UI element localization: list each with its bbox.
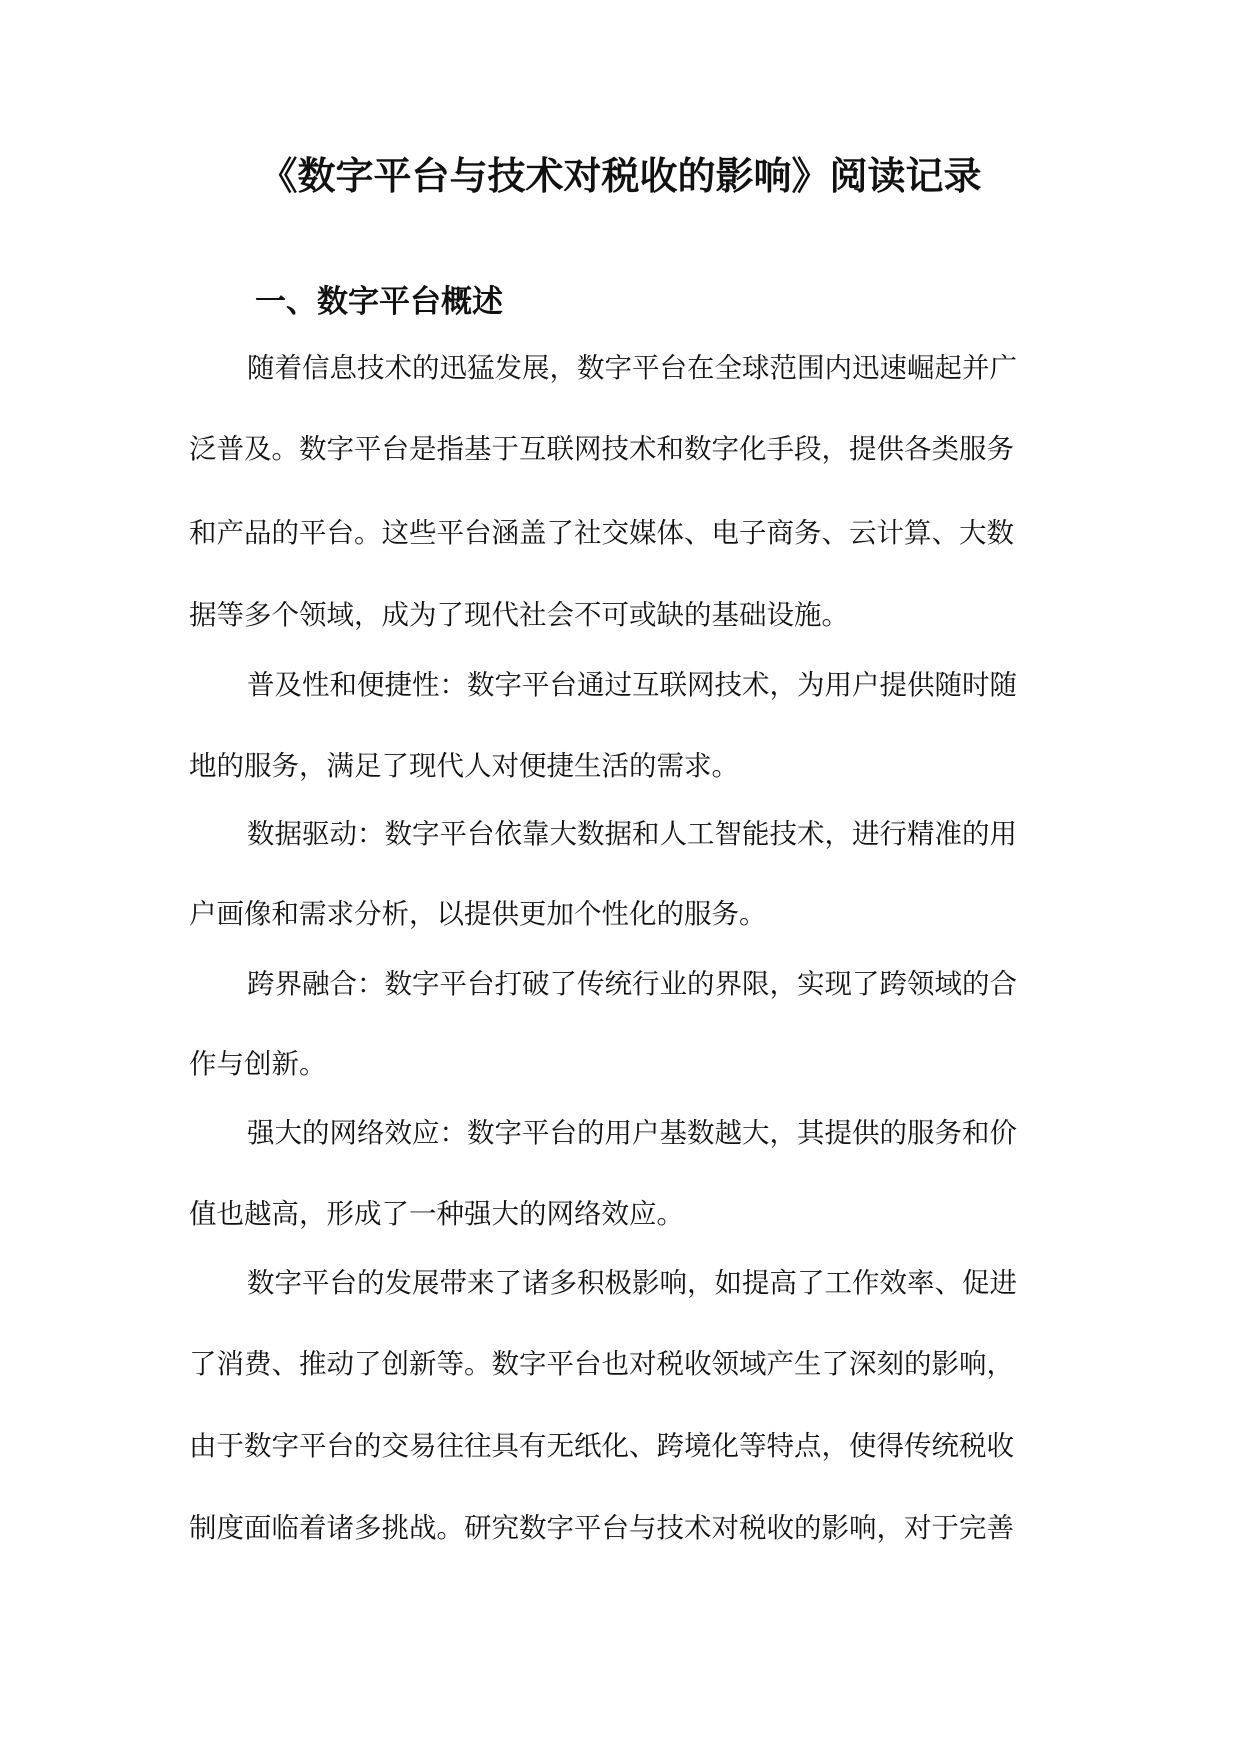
paragraph-line: 户画像和需求分析，以提供更加个性化的服务。 — [189, 898, 767, 930]
document-title: 《数字平台与技术对税收的影响》阅读记录 — [259, 154, 982, 198]
paragraph-line: 跨界融合：数字平台打破了传统行业的界限，实现了跨领域的合 — [247, 968, 1017, 1000]
paragraph-line: 制度面临着诸多挑战。研究数字平台与技术对税收的影响，对于完善 — [189, 1512, 1014, 1544]
paragraph-line: 值也越高，形成了一种强大的网络效应。 — [189, 1198, 684, 1230]
paragraph-line: 和产品的平台。这些平台涵盖了社交媒体、电子商务、云计算、大数 — [189, 517, 1014, 549]
paragraph-line: 数字平台的发展带来了诸多积极影响，如提高了工作效率、促进 — [247, 1267, 1017, 1299]
paragraph-line: 了消费、推动了创新等。数字平台也对税收领域产生了深刻的影响， — [189, 1348, 1014, 1380]
paragraph-line: 随着信息技术的迅猛发展，数字平台在全球范围内迅速崛起并广 — [247, 352, 1017, 384]
paragraph-line: 数据驱动：数字平台依靠大数据和人工智能技术，进行精准的用 — [247, 818, 1017, 850]
paragraph-line: 由于数字平台的交易往往具有无纸化、跨境化等特点，使得传统税收 — [189, 1430, 1014, 1462]
paragraph-line: 普及性和便捷性：数字平台通过互联网技术，为用户提供随时随 — [247, 669, 1017, 701]
paragraph-line: 作与创新。 — [189, 1048, 327, 1080]
paragraph-line: 强大的网络效应：数字平台的用户基数越大，其提供的服务和价 — [247, 1117, 1017, 1149]
paragraph-line: 泛普及。数字平台是指基于互联网技术和数字化手段，提供各类服务 — [189, 433, 1014, 465]
section-heading: 一、数字平台概述 — [255, 284, 503, 320]
paragraph-line: 据等多个领域，成为了现代社会不可或缺的基础设施。 — [189, 599, 849, 631]
paragraph-line: 地的服务，满足了现代人对便捷生活的需求。 — [189, 750, 739, 782]
